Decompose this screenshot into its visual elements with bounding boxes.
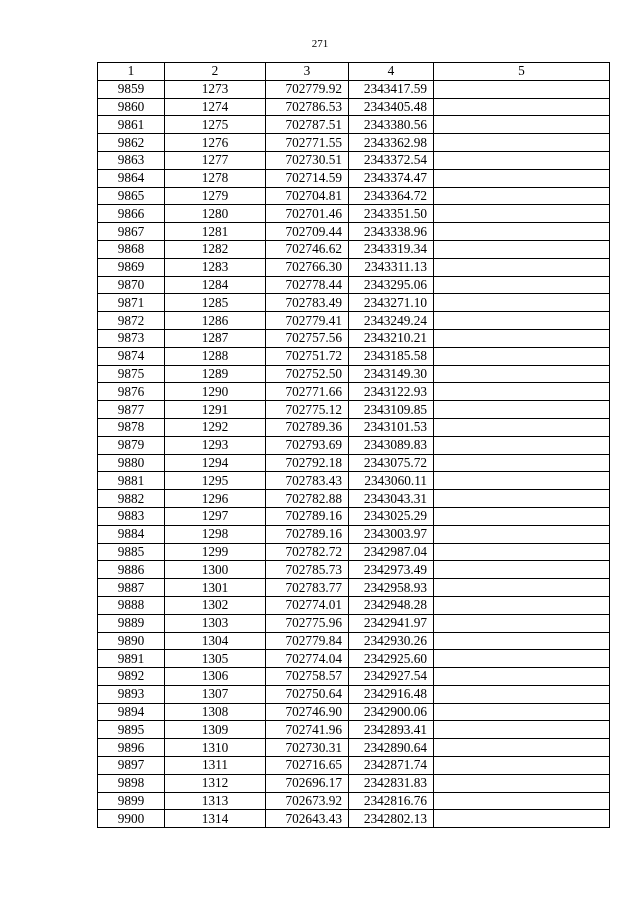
- table-row: [98, 561, 610, 579]
- table-cell-col-1: 9871: [98, 294, 165, 312]
- table-cell-col-5: [434, 347, 610, 365]
- table-cell-col-1: 9870: [98, 276, 165, 294]
- table-cell-col-2: 1284: [165, 276, 266, 294]
- table-cell-col-2: 1306: [165, 668, 266, 686]
- table-cell-col-3: 702792.18: [266, 454, 349, 472]
- table-cell-col-2: 1290: [165, 383, 266, 401]
- table-cell-col-3: 702701.46: [266, 205, 349, 223]
- table-row: [98, 258, 610, 276]
- table-cell-col-3: 702775.96: [266, 614, 349, 632]
- table-cell-col-4: 2343405.48: [349, 98, 434, 116]
- table-cell-col-3: 702751.72: [266, 347, 349, 365]
- table-cell-col-1: 9900: [98, 810, 165, 828]
- table-cell-col-1: 9885: [98, 543, 165, 561]
- table-cell-col-4: 2342925.60: [349, 650, 434, 668]
- table-row: [98, 329, 610, 347]
- table-cell-col-1: 9859: [98, 80, 165, 98]
- table-cell-col-5: [434, 98, 610, 116]
- table-cell-col-2: 1294: [165, 454, 266, 472]
- table-row: [98, 650, 610, 668]
- column-header-4: 4: [349, 63, 434, 81]
- table-cell-col-2: 1280: [165, 205, 266, 223]
- table-cell-col-4: 2343003.97: [349, 525, 434, 543]
- table-cell-col-1: 9876: [98, 383, 165, 401]
- table-cell-col-1: 9895: [98, 721, 165, 739]
- table-cell-col-1: 9882: [98, 490, 165, 508]
- table-cell-col-3: 702758.57: [266, 668, 349, 686]
- table-cell-col-4: 2342871.74: [349, 757, 434, 775]
- table-cell-col-3: 702643.43: [266, 810, 349, 828]
- table-cell-col-4: 2342900.06: [349, 703, 434, 721]
- table-cell-col-5: [434, 774, 610, 792]
- table-body: [98, 80, 610, 827]
- table-cell-col-2: 1291: [165, 401, 266, 419]
- table-cell-col-1: 9875: [98, 365, 165, 383]
- table-cell-col-3: 702746.90: [266, 703, 349, 721]
- table-cell-col-1: 9898: [98, 774, 165, 792]
- table-cell-col-5: [434, 134, 610, 152]
- table-cell-col-2: 1307: [165, 685, 266, 703]
- table-cell-col-1: 9891: [98, 650, 165, 668]
- table-row: [98, 632, 610, 650]
- table-cell-col-5: [434, 596, 610, 614]
- table-cell-col-4: 2343043.31: [349, 490, 434, 508]
- coordinates-table: [97, 62, 610, 828]
- table-cell-col-5: [434, 80, 610, 98]
- table-cell-col-2: 1289: [165, 365, 266, 383]
- table-cell-col-4: 2343122.93: [349, 383, 434, 401]
- table-cell-col-4: 2342941.97: [349, 614, 434, 632]
- table-cell-col-5: [434, 116, 610, 134]
- table-cell-col-2: 1275: [165, 116, 266, 134]
- table-row: [98, 739, 610, 757]
- table-row: [98, 80, 610, 98]
- table-cell-col-5: [434, 543, 610, 561]
- table-cell-col-1: 9860: [98, 98, 165, 116]
- table-cell-col-2: 1287: [165, 329, 266, 347]
- table-cell-col-4: 2343075.72: [349, 454, 434, 472]
- table-cell-col-4: 2343271.10: [349, 294, 434, 312]
- table-row: [98, 294, 610, 312]
- table-cell-col-3: 702787.51: [266, 116, 349, 134]
- table-cell-col-5: [434, 151, 610, 169]
- table-cell-col-2: 1279: [165, 187, 266, 205]
- table-cell-col-1: 9874: [98, 347, 165, 365]
- table-cell-col-5: [434, 187, 610, 205]
- table-cell-col-4: 2342973.49: [349, 561, 434, 579]
- table-cell-col-2: 1281: [165, 223, 266, 241]
- table-cell-col-4: 2343319.34: [349, 240, 434, 258]
- table-cell-col-5: [434, 436, 610, 454]
- table-cell-col-1: 9864: [98, 169, 165, 187]
- table-row: [98, 757, 610, 775]
- table-cell-col-4: 2342927.54: [349, 668, 434, 686]
- table-cell-col-3: 702785.73: [266, 561, 349, 579]
- table-cell-col-2: 1297: [165, 507, 266, 525]
- table-row: [98, 614, 610, 632]
- table-cell-col-2: 1311: [165, 757, 266, 775]
- table-cell-col-3: 702775.12: [266, 401, 349, 419]
- table-cell-col-4: 2343249.24: [349, 312, 434, 330]
- table-cell-col-1: 9886: [98, 561, 165, 579]
- table-row: [98, 543, 610, 561]
- table-cell-col-4: 2343362.98: [349, 134, 434, 152]
- table-cell-col-5: [434, 169, 610, 187]
- table-row: [98, 579, 610, 597]
- table-cell-col-5: [434, 454, 610, 472]
- table-cell-col-1: 9890: [98, 632, 165, 650]
- table-cell-col-1: 9881: [98, 472, 165, 490]
- table-cell-col-5: [434, 258, 610, 276]
- table-row: [98, 240, 610, 258]
- table-cell-col-1: 9897: [98, 757, 165, 775]
- table-cell-col-3: 702771.55: [266, 134, 349, 152]
- column-header-5: 5: [434, 63, 610, 81]
- table-cell-col-5: [434, 240, 610, 258]
- table-cell-col-4: 2343149.30: [349, 365, 434, 383]
- table-row: [98, 472, 610, 490]
- table-cell-col-2: 1285: [165, 294, 266, 312]
- table-row: [98, 187, 610, 205]
- column-header-1: 1: [98, 63, 165, 81]
- table-cell-col-5: [434, 579, 610, 597]
- table-cell-col-5: [434, 632, 610, 650]
- table-cell-col-1: 9865: [98, 187, 165, 205]
- table-cell-col-3: 702789.16: [266, 525, 349, 543]
- table-cell-col-1: 9863: [98, 151, 165, 169]
- table-cell-col-3: 702716.65: [266, 757, 349, 775]
- table-cell-col-3: 702696.17: [266, 774, 349, 792]
- table-row: [98, 525, 610, 543]
- table-cell-col-5: [434, 757, 610, 775]
- table-cell-col-5: [434, 383, 610, 401]
- table-cell-col-5: [434, 668, 610, 686]
- table-cell-col-2: 1286: [165, 312, 266, 330]
- table-cell-col-1: 9873: [98, 329, 165, 347]
- table-cell-col-4: 2342831.83: [349, 774, 434, 792]
- table-cell-col-3: 702779.92: [266, 80, 349, 98]
- table-cell-col-5: [434, 810, 610, 828]
- table-cell-col-2: 1304: [165, 632, 266, 650]
- table-cell-col-5: [434, 561, 610, 579]
- table-row: [98, 169, 610, 187]
- table-cell-col-3: 702730.51: [266, 151, 349, 169]
- table-cell-col-2: 1302: [165, 596, 266, 614]
- table-cell-col-3: 702783.43: [266, 472, 349, 490]
- table-cell-col-4: 2342916.48: [349, 685, 434, 703]
- column-header-3: 3: [266, 63, 349, 81]
- table-row: [98, 507, 610, 525]
- table-cell-col-5: [434, 792, 610, 810]
- table-cell-col-2: 1295: [165, 472, 266, 490]
- table-cell-col-1: 9894: [98, 703, 165, 721]
- table-cell-col-3: 702714.59: [266, 169, 349, 187]
- table-cell-col-4: 2343295.06: [349, 276, 434, 294]
- table-cell-col-5: [434, 418, 610, 436]
- table-cell-col-5: [434, 650, 610, 668]
- table-cell-col-2: 1273: [165, 80, 266, 98]
- table-cell-col-2: 1296: [165, 490, 266, 508]
- table-cell-col-3: 702673.92: [266, 792, 349, 810]
- table-cell-col-3: 702782.72: [266, 543, 349, 561]
- table-row: [98, 223, 610, 241]
- table-cell-col-1: 9884: [98, 525, 165, 543]
- table-cell-col-5: [434, 205, 610, 223]
- table-cell-col-1: 9880: [98, 454, 165, 472]
- table-cell-col-1: 9899: [98, 792, 165, 810]
- table-row: [98, 276, 610, 294]
- table-cell-col-2: 1282: [165, 240, 266, 258]
- table-row: [98, 98, 610, 116]
- table-cell-col-2: 1309: [165, 721, 266, 739]
- table-row: [98, 490, 610, 508]
- table-cell-col-1: 9877: [98, 401, 165, 419]
- table-row: [98, 436, 610, 454]
- table-cell-col-3: 702750.64: [266, 685, 349, 703]
- table-row: [98, 703, 610, 721]
- table-cell-col-3: 702783.77: [266, 579, 349, 597]
- table-row: [98, 347, 610, 365]
- table-cell-col-2: 1299: [165, 543, 266, 561]
- table-cell-col-5: [434, 329, 610, 347]
- table-row: [98, 418, 610, 436]
- table-cell-col-2: 1305: [165, 650, 266, 668]
- table-cell-col-2: 1312: [165, 774, 266, 792]
- table-cell-col-3: 702746.62: [266, 240, 349, 258]
- table-cell-col-1: 9862: [98, 134, 165, 152]
- table-row: [98, 721, 610, 739]
- table-cell-col-2: 1293: [165, 436, 266, 454]
- table-cell-col-1: 9869: [98, 258, 165, 276]
- table-cell-col-4: 2343185.58: [349, 347, 434, 365]
- table-row: [98, 151, 610, 169]
- table-cell-col-2: 1298: [165, 525, 266, 543]
- table-cell-col-2: 1301: [165, 579, 266, 597]
- table-cell-col-2: 1277: [165, 151, 266, 169]
- table-cell-col-2: 1313: [165, 792, 266, 810]
- table-cell-col-4: 2343089.83: [349, 436, 434, 454]
- table-cell-col-5: [434, 721, 610, 739]
- table-cell-col-2: 1292: [165, 418, 266, 436]
- table-row: [98, 401, 610, 419]
- table-cell-col-5: [434, 294, 610, 312]
- table-row: [98, 685, 610, 703]
- table-cell-col-4: 2343101.53: [349, 418, 434, 436]
- table-cell-col-4: 2343372.54: [349, 151, 434, 169]
- table-cell-col-4: 2343417.59: [349, 80, 434, 98]
- table-cell-col-1: 9866: [98, 205, 165, 223]
- table-cell-col-5: [434, 490, 610, 508]
- table-row: [98, 312, 610, 330]
- column-header-2: 2: [165, 63, 266, 81]
- table-cell-col-1: 9883: [98, 507, 165, 525]
- table-row: [98, 134, 610, 152]
- table-cell-col-3: 702752.50: [266, 365, 349, 383]
- table-cell-col-4: 2342948.28: [349, 596, 434, 614]
- table-cell-col-2: 1314: [165, 810, 266, 828]
- table-cell-col-5: [434, 276, 610, 294]
- table-cell-col-4: 2343338.96: [349, 223, 434, 241]
- table-cell-col-1: 9878: [98, 418, 165, 436]
- table-cell-col-4: 2343351.50: [349, 205, 434, 223]
- table-cell-col-1: 9861: [98, 116, 165, 134]
- header-row: [98, 63, 610, 81]
- table-cell-col-2: 1303: [165, 614, 266, 632]
- table-cell-col-3: 702779.84: [266, 632, 349, 650]
- table-row: [98, 596, 610, 614]
- table-row: [98, 668, 610, 686]
- table-cell-col-2: 1288: [165, 347, 266, 365]
- table-cell-col-4: 2343380.56: [349, 116, 434, 134]
- table-cell-col-3: 702757.56: [266, 329, 349, 347]
- page-number: 271: [311, 38, 329, 50]
- table-cell-col-5: [434, 685, 610, 703]
- table-cell-col-1: 9867: [98, 223, 165, 241]
- table-cell-col-1: 9879: [98, 436, 165, 454]
- table-cell-col-4: 2343364.72: [349, 187, 434, 205]
- table-cell-col-1: 9887: [98, 579, 165, 597]
- table-row: [98, 774, 610, 792]
- table-cell-col-5: [434, 614, 610, 632]
- table-cell-col-5: [434, 223, 610, 241]
- table-row: [98, 205, 610, 223]
- table-cell-col-5: [434, 401, 610, 419]
- table-cell-col-1: 9896: [98, 739, 165, 757]
- table-cell-col-4: 2342930.26: [349, 632, 434, 650]
- table-cell-col-4: 2343311.13: [349, 258, 434, 276]
- table-header: [98, 63, 610, 81]
- table-cell-col-3: 702741.96: [266, 721, 349, 739]
- table-cell-col-5: [434, 525, 610, 543]
- table-cell-col-3: 702709.44: [266, 223, 349, 241]
- table-cell-col-2: 1283: [165, 258, 266, 276]
- table-cell-col-4: 2342987.04: [349, 543, 434, 561]
- table-cell-col-4: 2343060.11: [349, 472, 434, 490]
- table-cell-col-3: 702774.01: [266, 596, 349, 614]
- table-cell-col-3: 702730.31: [266, 739, 349, 757]
- table-cell-col-4: 2343025.29: [349, 507, 434, 525]
- table-cell-col-4: 2343109.85: [349, 401, 434, 419]
- table-row: [98, 116, 610, 134]
- table-cell-col-2: 1278: [165, 169, 266, 187]
- table-cell-col-1: 9868: [98, 240, 165, 258]
- table-cell-col-2: 1274: [165, 98, 266, 116]
- table-cell-col-3: 702704.81: [266, 187, 349, 205]
- table-cell-col-3: 702766.30: [266, 258, 349, 276]
- table-cell-col-4: 2342802.13: [349, 810, 434, 828]
- table-cell-col-3: 702778.44: [266, 276, 349, 294]
- table-cell-col-3: 702786.53: [266, 98, 349, 116]
- table-cell-col-3: 702771.66: [266, 383, 349, 401]
- table-cell-col-2: 1310: [165, 739, 266, 757]
- table-cell-col-1: 9889: [98, 614, 165, 632]
- table-cell-col-5: [434, 507, 610, 525]
- table-cell-col-3: 702783.49: [266, 294, 349, 312]
- table-cell-col-5: [434, 703, 610, 721]
- table-cell-col-3: 702789.36: [266, 418, 349, 436]
- table-cell-col-2: 1276: [165, 134, 266, 152]
- table-cell-col-4: 2342958.93: [349, 579, 434, 597]
- table-cell-col-2: 1308: [165, 703, 266, 721]
- table-cell-col-5: [434, 472, 610, 490]
- table-cell-col-1: 9893: [98, 685, 165, 703]
- table-row: [98, 365, 610, 383]
- table-row: [98, 383, 610, 401]
- table-cell-col-3: 702793.69: [266, 436, 349, 454]
- table-cell-col-5: [434, 739, 610, 757]
- table-cell-col-3: 702779.41: [266, 312, 349, 330]
- table-cell-col-1: 9872: [98, 312, 165, 330]
- table-cell-col-3: 702774.04: [266, 650, 349, 668]
- table-cell-col-4: 2343374.47: [349, 169, 434, 187]
- table-cell-col-4: 2342893.41: [349, 721, 434, 739]
- table-row: [98, 454, 610, 472]
- table-cell-col-4: 2342816.76: [349, 792, 434, 810]
- table-cell-col-5: [434, 365, 610, 383]
- table-cell-col-1: 9892: [98, 668, 165, 686]
- table-row: [98, 792, 610, 810]
- table-cell-col-1: 9888: [98, 596, 165, 614]
- table-cell-col-3: 702789.16: [266, 507, 349, 525]
- table-cell-col-2: 1300: [165, 561, 266, 579]
- table-cell-col-5: [434, 312, 610, 330]
- table-row: [98, 810, 610, 828]
- table-cell-col-3: 702782.88: [266, 490, 349, 508]
- table-cell-col-4: 2343210.21: [349, 329, 434, 347]
- table-cell-col-4: 2342890.64: [349, 739, 434, 757]
